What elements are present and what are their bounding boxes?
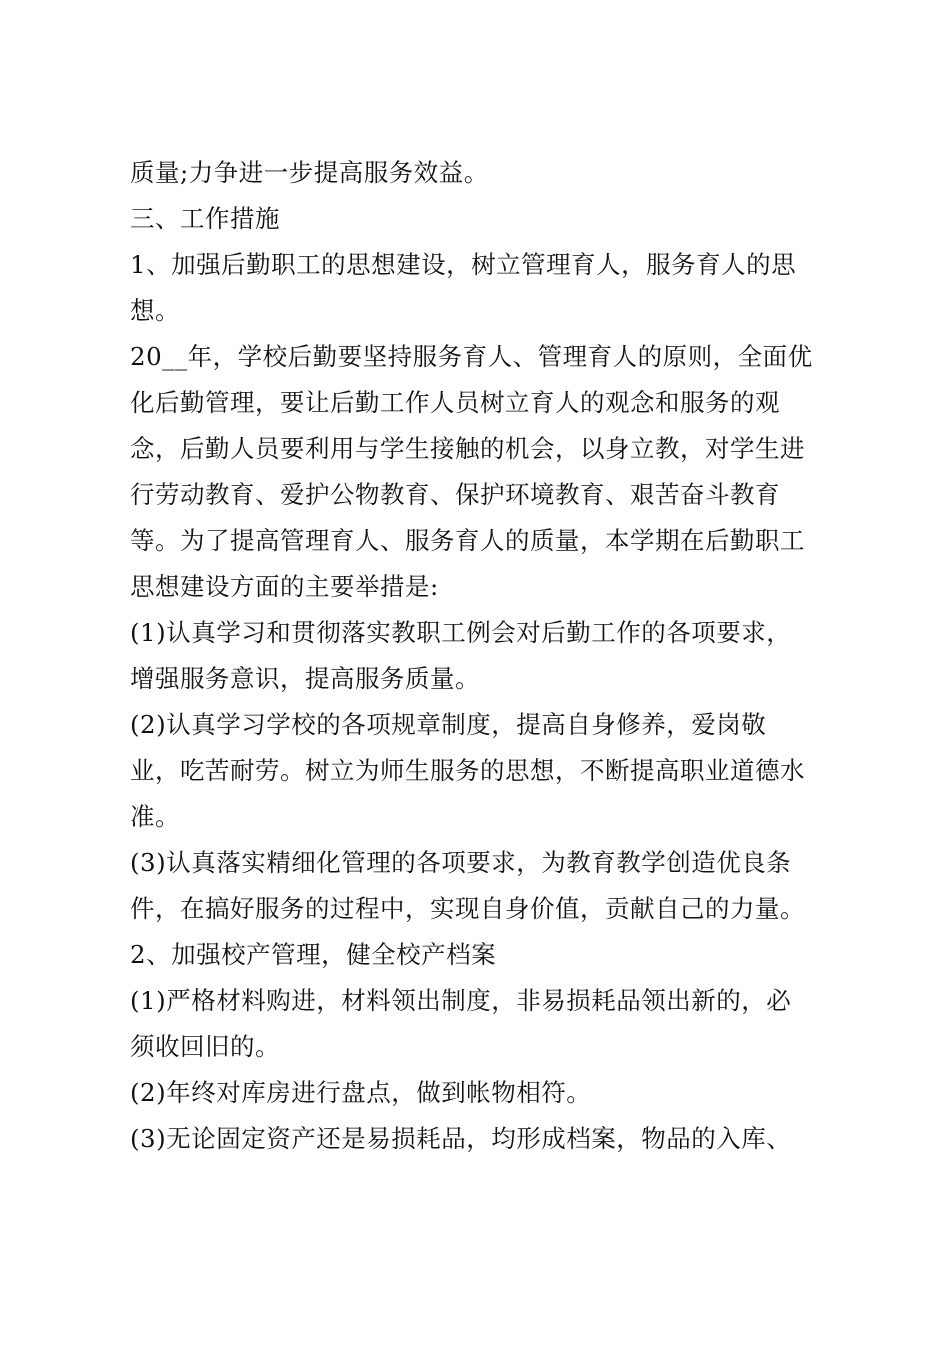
text-line: 等。为了提高管理育人、服务育人的质量，本学期在后勤职工 (130, 526, 805, 555)
text-line: 准。 (130, 802, 180, 831)
list-item: (2)年终对库房进行盘点，做到帐物相符。 (130, 1078, 592, 1107)
section-heading: 三、工作措施 (130, 204, 280, 233)
text-line: 20__年，学校后勤要坚持服务育人、管理育人的原则，全面优 (130, 342, 813, 371)
document-body (130, 150, 825, 1162)
text-line: 念，后勤人员要利用与学生接触的机会，以身立教，对学生进 (130, 434, 805, 463)
list-item: (1)认真学习和贯彻落实教职工例会对后勤工作的各项要求， (130, 618, 792, 647)
list-item: (1)严格材料购进，材料领出制度，非易损耗品领出新的，必 (130, 986, 792, 1015)
text-line: 行劳动教育、爱护公物教育、保护环境教育、艰苦奋斗教育 (130, 480, 780, 509)
text-line: 业，吃苦耐劳。树立为师生服务的思想，不断提高职业道德水 (130, 756, 805, 785)
text-line: 须收回旧的。 (130, 1032, 280, 1061)
text-line: 增强服务意识，提高服务质量。 (130, 664, 480, 693)
text-line: 件，在搞好服务的过程中，实现自身价值，贡献自己的力量。 (130, 894, 805, 923)
list-item: (3)认真落实精细化管理的各项要求，为教育教学创造优良条 (130, 848, 792, 877)
text-line: 思想建设方面的主要举措是: (130, 572, 439, 601)
subsection-heading: 2、加强校产管理，健全校产档案 (130, 940, 497, 969)
list-item: (3)无论固定资产还是易损耗品，均形成档案，物品的入库、 (130, 1124, 792, 1153)
subsection-heading: 1、加强后勤职工的思想建设，树立管理育人，服务育人的思 (130, 250, 797, 279)
text-line: 化后勤管理，要让后勤工作人员树立育人的观念和服务的观 (130, 388, 780, 417)
text-line: 想。 (130, 296, 180, 325)
text-line: 质量;力争进一步提高服务效益。 (130, 158, 489, 187)
list-item: (2)认真学习学校的各项规章制度，提高自身修养，爱岗敬 (130, 710, 767, 739)
